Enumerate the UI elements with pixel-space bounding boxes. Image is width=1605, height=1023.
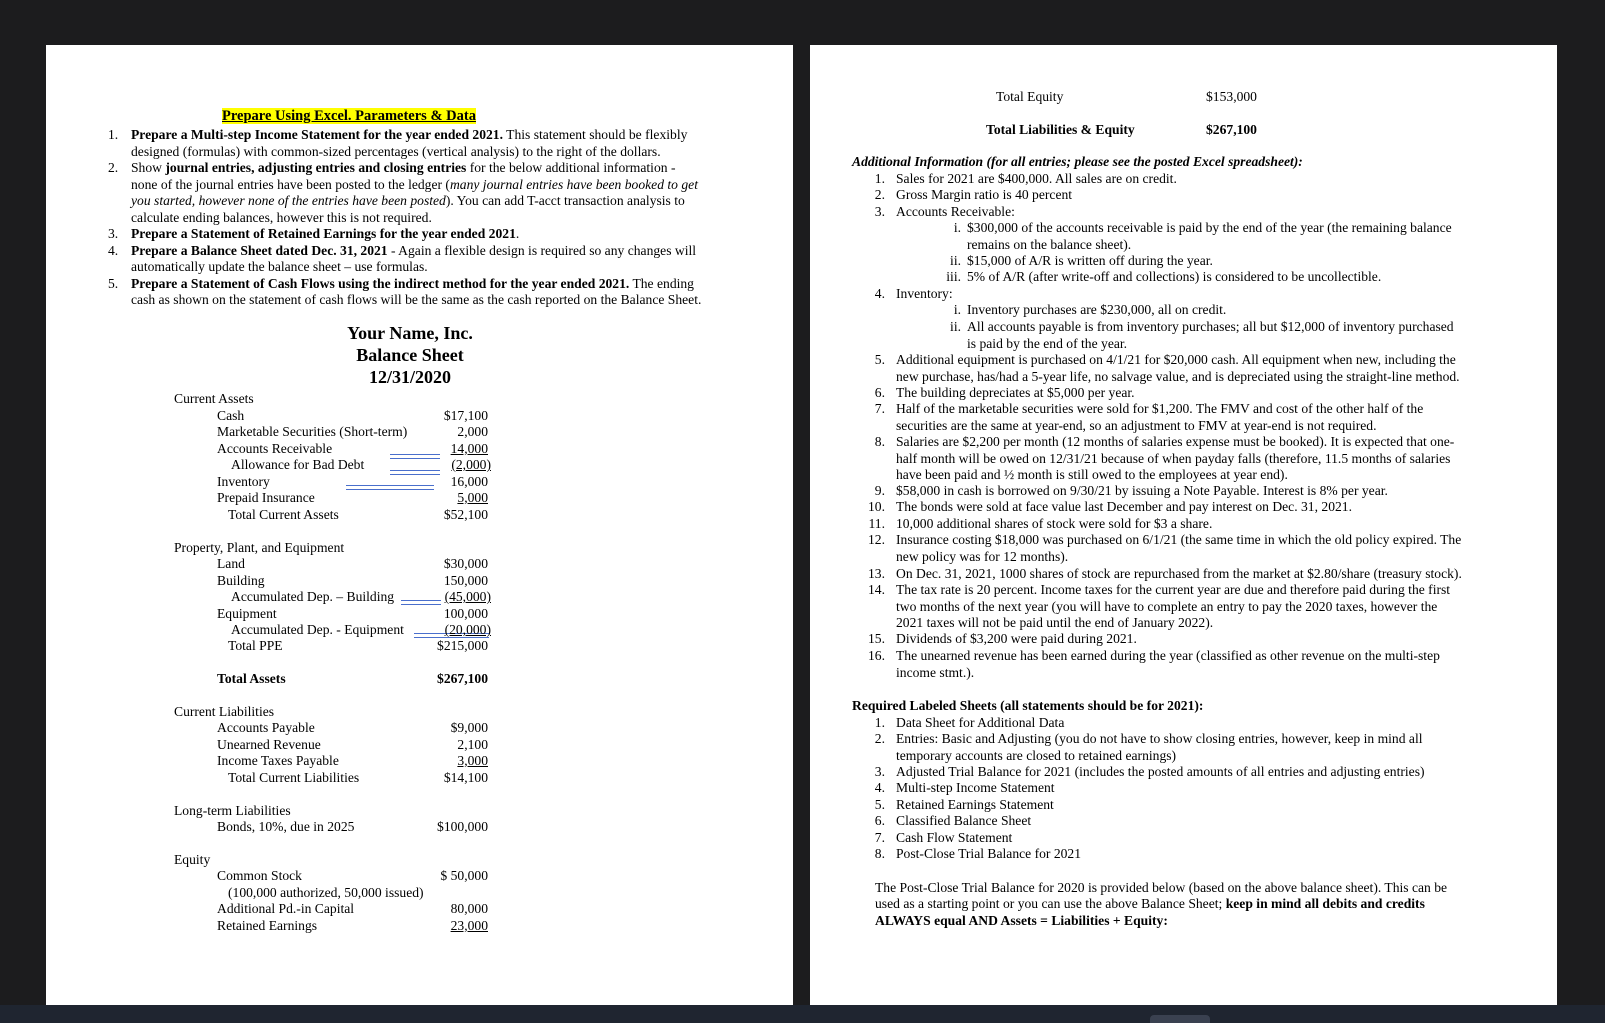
info-item-number: 12.	[868, 532, 885, 547]
required-item-number: 6.	[874, 813, 885, 828]
retained-earnings-label: Retained Earnings	[217, 918, 318, 933]
total-le-label: Total Liabilities & Equity	[986, 122, 1135, 137]
info-item-line: Sales for 2021 are $400,000. All sales are on credit.	[896, 171, 1177, 186]
bonds-amount: $100,000	[437, 819, 488, 834]
instruction-2-line2: none of the journal entries have been posted to the ledger (many journal entries have been booked to get	[131, 177, 698, 192]
total-current-assets-amount: $52,100	[443, 507, 488, 522]
required-item-line: Post-Close Trial Balance for 2021	[896, 846, 1082, 861]
info-item-line: The unearned revenue has been earned during the year (classified as other revenue on the multi-step	[896, 648, 1440, 663]
acc-dep-building-amount: (45,000)	[444, 589, 491, 604]
info-item-number: 2.	[874, 187, 885, 202]
info-item-line: The tax rate is 20 percent. Income taxes for the current year are due and therefore paid during the first	[896, 582, 1451, 597]
info-item-number: 7.	[874, 401, 885, 416]
cash-amount: $17,100	[443, 408, 488, 423]
required-item-number: 3.	[874, 764, 885, 779]
info-item-number: 1.	[874, 171, 885, 186]
unearned-label: Unearned Revenue	[217, 737, 321, 752]
info-item-line: The building depreciates at $5,000 per year.	[896, 385, 1135, 400]
required-item-line: Adjusted Trial Balance for 2021 (includes the posted amounts of all entries and adjusting entries)	[896, 764, 1425, 779]
info-item-line: Inventory:	[896, 286, 953, 301]
info-item-number: 6.	[874, 385, 885, 400]
info-item-line: 5% of A/R (after write-off and collections) is considered to be uncollectible.	[967, 269, 1382, 284]
info-item-line: income stmt.).	[896, 664, 975, 680]
instruction-4-line1: Prepare a Balance Sheet dated Dec. 31, 2021 - Again a flexible design is required so any changes will	[131, 243, 697, 258]
prepaid-label: Prepaid Insurance	[217, 490, 315, 505]
info-item-number: i.	[953, 220, 961, 235]
required-item-line: Entries: Basic and Adjusting (you do not have to show closing entries, however, keep in mind all	[896, 731, 1423, 746]
required-item-line: Data Sheet for Additional Data	[896, 715, 1065, 730]
apic-amount: 80,000	[450, 901, 488, 916]
info-item-number: 15.	[868, 631, 885, 646]
instruction-5-line2: cash as shown on the statement of cash flows will be the same as the cash reported on the Balance Sheet.	[131, 292, 702, 307]
equity-label: Equity	[174, 852, 211, 867]
double-underline	[390, 470, 440, 475]
allowance-amount: (2,000)	[451, 457, 491, 472]
double-underline	[346, 485, 434, 490]
info-item-number: iii.	[946, 269, 961, 284]
required-item-line: Multi-step Income Statement	[896, 780, 1055, 795]
total-ppe-label: Total PPE	[228, 638, 283, 653]
total-ppe-amount: $215,000	[437, 638, 488, 653]
taxes-amount: 3,000	[457, 753, 488, 768]
common-stock-label: Common Stock	[217, 868, 302, 883]
total-current-liabilities-amount: $14,100	[443, 770, 488, 785]
instruction-3-number: 3.	[108, 226, 119, 241]
ap-amount: $9,000	[450, 720, 488, 735]
info-item-number: 9.	[874, 483, 885, 498]
info-item-number: 3.	[874, 204, 885, 219]
info-item-number: ii.	[950, 253, 961, 268]
document-page-left	[46, 45, 793, 1005]
info-item-line: Inventory purchases are $230,000, all on credit.	[967, 302, 1227, 317]
info-item-line: Gross Margin ratio is 40 percent	[896, 187, 1073, 202]
required-sheets-heading: Required Labeled Sheets (all statements should be for 2021):	[852, 698, 1204, 713]
additional-info-heading: Additional Information (for all entries; please see the posted Excel spreadsheet):	[852, 154, 1303, 169]
info-item-line: 10,000 additional shares of stock were sold for $3 a share.	[896, 516, 1213, 531]
info-item-number: 13.	[868, 566, 885, 581]
info-item-line: $58,000 in cash is borrowed on 9/30/21 by issuing a Note Payable. Interest is 8% per year.	[896, 483, 1388, 498]
instruction-2-line3: you started, however none of the entries have been posted). You can add T-acct transaction analysis to	[131, 193, 685, 208]
acc-dep-equipment-amount: (20,000)	[444, 622, 491, 637]
document-page-right	[810, 45, 1557, 1005]
common-stock-note: (100,000 authorized, 50,000 issued)	[228, 885, 424, 900]
securities-amount: 2,000	[457, 424, 488, 439]
info-item-line: remains on the balance sheet).	[967, 236, 1132, 252]
info-item-line: have been paid and ½ month is still owed to the employees at year end).	[896, 467, 1288, 482]
info-item-number: 16.	[868, 648, 885, 663]
taxes-label: Income Taxes Payable	[217, 753, 339, 768]
info-item-line: Insurance costing $18,000 was purchased on 6/1/21 (the same time in which the old policy expired. The	[896, 532, 1462, 547]
instruction-1-line2: designed (formulas) with common-sized percentages (vertical analysis) to the right of the dollars.	[131, 144, 661, 159]
required-item-number: 1.	[874, 715, 885, 730]
cash-label: Cash	[217, 408, 245, 423]
building-amount: 150,000	[443, 573, 488, 588]
info-item-line: new purchase, has/had a 5-year life, no salvage value, and is depreciated using the straight-line method.	[896, 368, 1460, 384]
info-item-number: 4.	[874, 286, 885, 301]
equipment-amount: 100,000	[443, 606, 488, 621]
info-item-line: Salaries are $2,200 per month (12 months of salaries expense must be booked). It is expected that one-	[896, 434, 1455, 449]
retained-earnings-amount: 23,000	[450, 918, 488, 933]
total-equity-label: Total Equity	[996, 89, 1064, 104]
current-liabilities-label: Current Liabilities	[174, 704, 275, 719]
double-underline	[401, 600, 441, 605]
apic-label: Additional Pd.-in Capital	[217, 901, 355, 916]
info-item-number: 5.	[874, 352, 885, 367]
info-item-line: The bonds were sold at face value last December and pay interest on Dec. 31, 2021.	[896, 499, 1352, 514]
ppe-label: Property, Plant, and Equipment	[174, 540, 345, 555]
required-item-number: 2.	[874, 731, 885, 746]
statement-title: Balance Sheet	[356, 345, 464, 365]
info-item-number: 14.	[868, 582, 885, 597]
total-equity-amount: $153,000	[1206, 89, 1257, 104]
instruction-3-line1: Prepare a Statement of Retained Earnings for the year ended 2021.	[131, 226, 520, 241]
required-item-line: temporary accounts are closed to retained earnings)	[896, 747, 1177, 763]
closing-line-2: used as a starting point or you can use the above Balance Sheet; keep in mind all debits and credits	[875, 896, 1425, 911]
info-item-line: All accounts payable is from inventory purchases; all but $12,000 of inventory purchased	[967, 319, 1454, 334]
info-item-line: On Dec. 31, 2021, 1000 shares of stock are repurchased from the market at $2.80/share (treasury stock).	[896, 566, 1462, 581]
land-amount: $30,000	[443, 556, 488, 571]
info-item-line: 2021 taxes will not be paid until the end of January 2022).	[896, 615, 1214, 630]
double-underline	[390, 454, 440, 459]
required-item-number: 8.	[874, 846, 885, 861]
instruction-4-number: 4.	[108, 243, 119, 258]
closing-line-1: The Post-Close Trial Balance for 2020 is provided below (based on the above balance sheet). This can be	[875, 880, 1448, 895]
total-assets-amount: $267,100	[437, 671, 488, 686]
info-item-number: 8.	[874, 434, 885, 449]
bonds-label: Bonds, 10%, due in 2025	[217, 819, 355, 834]
info-item-number: ii.	[950, 319, 961, 334]
instruction-2-line4: calculate ending balances, however this is not required.	[131, 210, 432, 225]
info-item-line: two months of the next year (you will have to complete an entry to pay the 2020 taxes, however the	[896, 598, 1438, 614]
taskbar	[0, 1005, 1605, 1023]
total-current-liabilities-label: Total Current Liabilities	[228, 770, 360, 785]
info-item-number: 10.	[868, 499, 885, 514]
building-label: Building	[217, 573, 265, 588]
securities-label: Marketable Securities (Short-term)	[217, 424, 408, 439]
prepaid-amount: 5,000	[457, 490, 488, 505]
inventory-amount: 16,000	[450, 474, 488, 489]
inventory-label: Inventory	[217, 474, 270, 489]
info-item-line: $15,000 of A/R is written off during the year.	[967, 253, 1213, 268]
company-name: Your Name, Inc.	[347, 323, 473, 343]
info-item-line: Dividends of $3,200 were paid during 2021.	[896, 631, 1137, 646]
instruction-4-line2: automatically update the balance sheet – use formulas.	[131, 259, 428, 274]
required-item-number: 7.	[874, 830, 885, 845]
required-item-number: 5.	[874, 797, 885, 812]
instruction-1-line1: Prepare a Multi-step Income Statement for the year ended 2021. This statement should be flexibly	[131, 127, 688, 142]
statement-date: 12/31/2020	[368, 367, 451, 387]
required-item-line: Cash Flow Statement	[896, 830, 1013, 845]
info-item-line: is paid by the end of the year.	[967, 335, 1128, 351]
acc-dep-building-label: Accumulated Dep. – Building	[231, 589, 395, 604]
instruction-2-line1: Show journal entries, adjusting entries and closing entries for the below additional information -	[131, 160, 676, 175]
instruction-2-number: 2.	[108, 160, 119, 175]
required-item-line: Retained Earnings Statement	[896, 797, 1054, 812]
allowance-label: Allowance for Bad Debt	[231, 457, 365, 472]
instruction-5-line1: Prepare a Statement of Cash Flows using the indirect method for the year ended 2021. The ending	[131, 276, 694, 291]
info-item-line: Additional equipment is purchased on 4/1/21 for $20,000 cash. All equipment when new, including the	[896, 352, 1456, 367]
required-item-line: Classified Balance Sheet	[896, 813, 1032, 828]
required-item-number: 4.	[874, 780, 885, 795]
heading: Prepare Using Excel. Parameters & Data	[222, 108, 476, 124]
info-item-line: $300,000 of the accounts receivable is paid by the end of the year (the remaining balance	[967, 220, 1452, 235]
unearned-amount: 2,100	[457, 737, 488, 752]
ar-amount: 14,000	[450, 441, 488, 456]
long-term-liabilities-label: Long-term Liabilities	[174, 803, 291, 818]
ap-label: Accounts Payable	[217, 720, 315, 735]
land-label: Land	[217, 556, 245, 571]
acc-dep-equipment-label: Accumulated Dep. - Equipment	[231, 622, 404, 637]
info-item-line: new policy was for 12 months).	[896, 548, 1069, 564]
total-assets-label: Total Assets	[217, 671, 286, 686]
info-item-line: Half of the marketable securities were sold for $1,200. The FMV and cost of the other half of the	[896, 401, 1424, 416]
info-item-line: Accounts Receivable:	[896, 204, 1015, 219]
instruction-1-number: 1.	[108, 127, 119, 142]
instruction-5-number: 5.	[108, 276, 119, 291]
current-assets-label: Current Assets	[174, 391, 254, 406]
taskbar-tab[interactable]	[1150, 1015, 1210, 1023]
info-item-number: 11.	[868, 516, 885, 531]
common-stock-amount: $ 50,000	[440, 868, 488, 883]
ar-label: Accounts Receivable	[217, 441, 333, 456]
info-item-line: half month will be owed on 12/31/21 because of when payday falls (therefore, 11.5 months of salaries	[896, 450, 1451, 466]
info-item-line: securities are the same at year-end, so an adjustment to FMV at year-end is not required.	[896, 417, 1377, 433]
closing-line-3: ALWAYS equal AND Assets = Liabilities + Equity:	[875, 913, 1168, 928]
total-current-assets-label: Total Current Assets	[228, 507, 339, 522]
total-le-amount: $267,100	[1206, 122, 1257, 137]
equipment-label: Equipment	[217, 606, 277, 621]
info-item-number: i.	[953, 302, 961, 317]
